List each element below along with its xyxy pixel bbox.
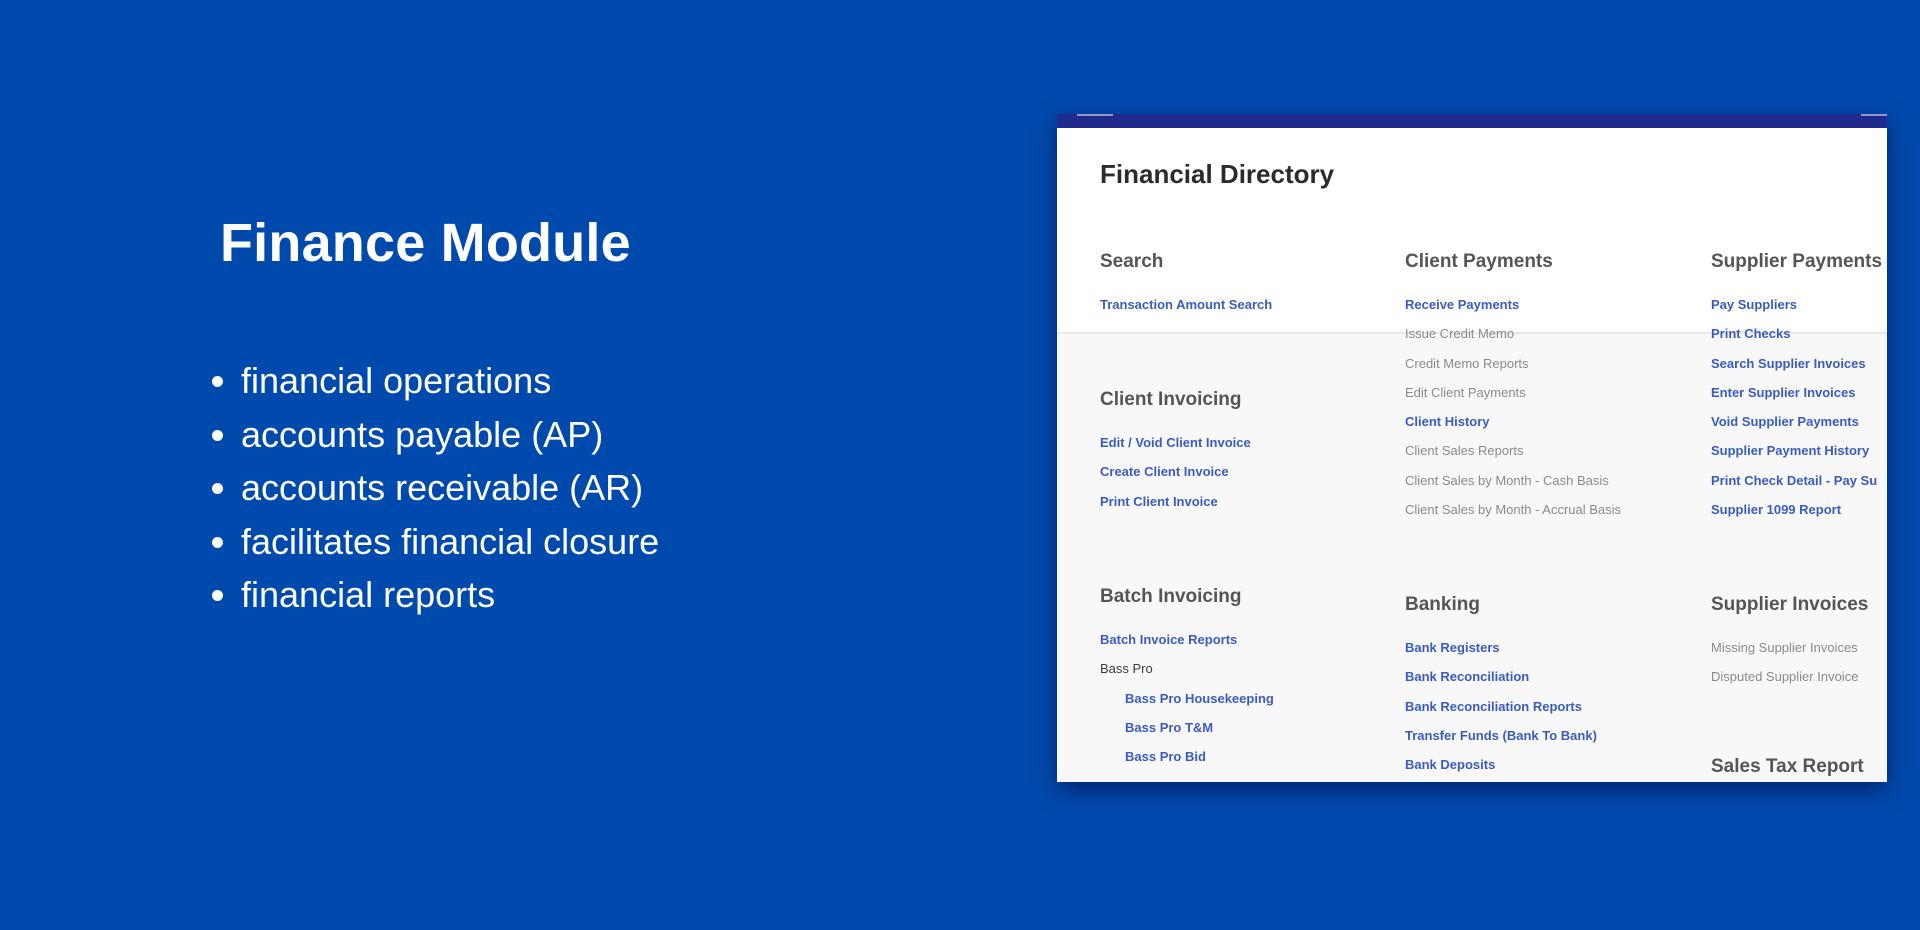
bullet-dot-icon <box>212 430 223 441</box>
feature-item <box>212 515 659 569</box>
directory-link[interactable]: Bass Pro T&M <box>1125 719 1214 735</box>
directory-link[interactable]: Bass Pro <box>1100 661 1153 677</box>
directory-link[interactable]: Search Supplier Invoices <box>1711 355 1866 371</box>
directory-link[interactable]: Bank Deposits <box>1405 757 1496 773</box>
section-title: Banking <box>1405 594 1480 615</box>
section-links <box>1711 290 1887 524</box>
directory-section-supplier-payments <box>1711 247 1887 524</box>
directory-link[interactable]: Bank Registers <box>1405 640 1500 655</box>
feature-item <box>212 568 659 622</box>
bullet-dot-icon <box>212 483 223 494</box>
directory-link[interactable]: Batch Invoice Reports <box>1100 632 1238 647</box>
directory-link[interactable]: Supplier 1099 Report <box>1711 502 1842 518</box>
app-top-bar <box>1057 114 1887 128</box>
directory-link[interactable]: Client Sales Reports <box>1405 443 1524 459</box>
directory-section-client-payments <box>1405 247 1715 524</box>
directory-link[interactable]: Issue Credit Memo <box>1405 326 1515 342</box>
directory-link[interactable]: Client History <box>1405 414 1490 430</box>
section-title: Supplier Invoices <box>1711 594 1869 615</box>
section-links <box>1711 633 1887 692</box>
bullet-dot-icon <box>212 537 223 548</box>
directory-link[interactable]: Supplier Payment History <box>1711 443 1870 459</box>
directory-link[interactable]: Receive Payments <box>1405 297 1520 312</box>
directory-link[interactable]: Transaction Amount Search <box>1100 297 1273 312</box>
directory-link[interactable]: Create Client Invoice <box>1100 464 1229 480</box>
directory-link[interactable]: Edit / Void Client Invoice <box>1100 435 1251 450</box>
directory-link[interactable]: Bank Reconciliation <box>1405 669 1530 685</box>
directory-link[interactable]: Print Check Detail - Pay Su <box>1711 472 1878 488</box>
directory-link[interactable]: Transfer Funds (Bank To Bank) <box>1405 727 1597 743</box>
top-bar-tab-marker <box>1861 114 1887 116</box>
section-title: Batch Invoicing <box>1100 586 1242 607</box>
directory-link[interactable]: Client Sales by Month - Cash Basis <box>1405 472 1609 488</box>
directory-link[interactable]: Print Checks <box>1711 326 1791 342</box>
section-title: Supplier Payments <box>1711 251 1883 272</box>
directory-section-batch-invoicing <box>1100 582 1410 771</box>
directory-link[interactable]: Bank Reconciliation Reports <box>1405 698 1582 714</box>
directory-link[interactable]: Bass Pro Bid <box>1125 749 1206 765</box>
feature-label: facilitates financial closure <box>241 520 660 562</box>
slide-title: Finance Module <box>220 213 631 273</box>
feature-label: financial operations <box>241 360 552 401</box>
directory-link[interactable]: Enter Supplier Invoices <box>1711 384 1856 400</box>
directory-section-supplier-invoices <box>1711 590 1887 692</box>
bullet-dot-icon <box>212 376 223 387</box>
section-title: Sales Tax Report <box>1711 756 1864 777</box>
directory-link[interactable]: Pay Suppliers <box>1711 297 1797 312</box>
directory-section-search <box>1100 247 1410 319</box>
feature-label: accounts payable (AP) <box>241 413 604 455</box>
top-bar-tab-marker <box>1077 114 1113 116</box>
section-links <box>1405 633 1715 779</box>
financial-directory-screenshot <box>1057 114 1887 782</box>
section-links <box>1100 428 1410 516</box>
section-links <box>1405 290 1715 524</box>
directory-link[interactable]: Void Supplier Payments <box>1711 414 1859 430</box>
directory-link[interactable]: Client Sales by Month - Accrual Basis <box>1405 502 1622 518</box>
feature-item <box>212 461 659 515</box>
section-title: Search <box>1100 251 1164 272</box>
feature-item <box>212 354 659 408</box>
directory-link[interactable]: Edit Client Payments <box>1405 384 1526 400</box>
feature-list <box>212 354 659 622</box>
section-title: Client Invoicing <box>1100 389 1242 410</box>
directory-link[interactable]: Missing Supplier Invoices <box>1711 640 1858 655</box>
bullet-dot-icon <box>212 590 223 601</box>
directory-link[interactable]: Disputed Supplier Invoice <box>1711 669 1859 685</box>
feature-item <box>212 408 659 462</box>
directory-title: Financial Directory <box>1100 159 1335 189</box>
directory-link[interactable]: Bass Pro Housekeeping <box>1125 690 1274 706</box>
feature-label: financial reports <box>241 574 496 615</box>
section-links <box>1100 625 1410 771</box>
directory-section-sales-tax-report <box>1711 752 1887 782</box>
directory-link[interactable]: Credit Memo Reports <box>1405 355 1529 371</box>
section-links <box>1100 290 1410 319</box>
directory-section-banking <box>1405 590 1715 779</box>
directory-link[interactable]: Print Client Invoice <box>1100 493 1218 509</box>
section-title: Client Payments <box>1405 251 1553 272</box>
directory-section-client-invoicing <box>1100 385 1410 516</box>
feature-label: accounts receivable (AR) <box>241 467 644 508</box>
